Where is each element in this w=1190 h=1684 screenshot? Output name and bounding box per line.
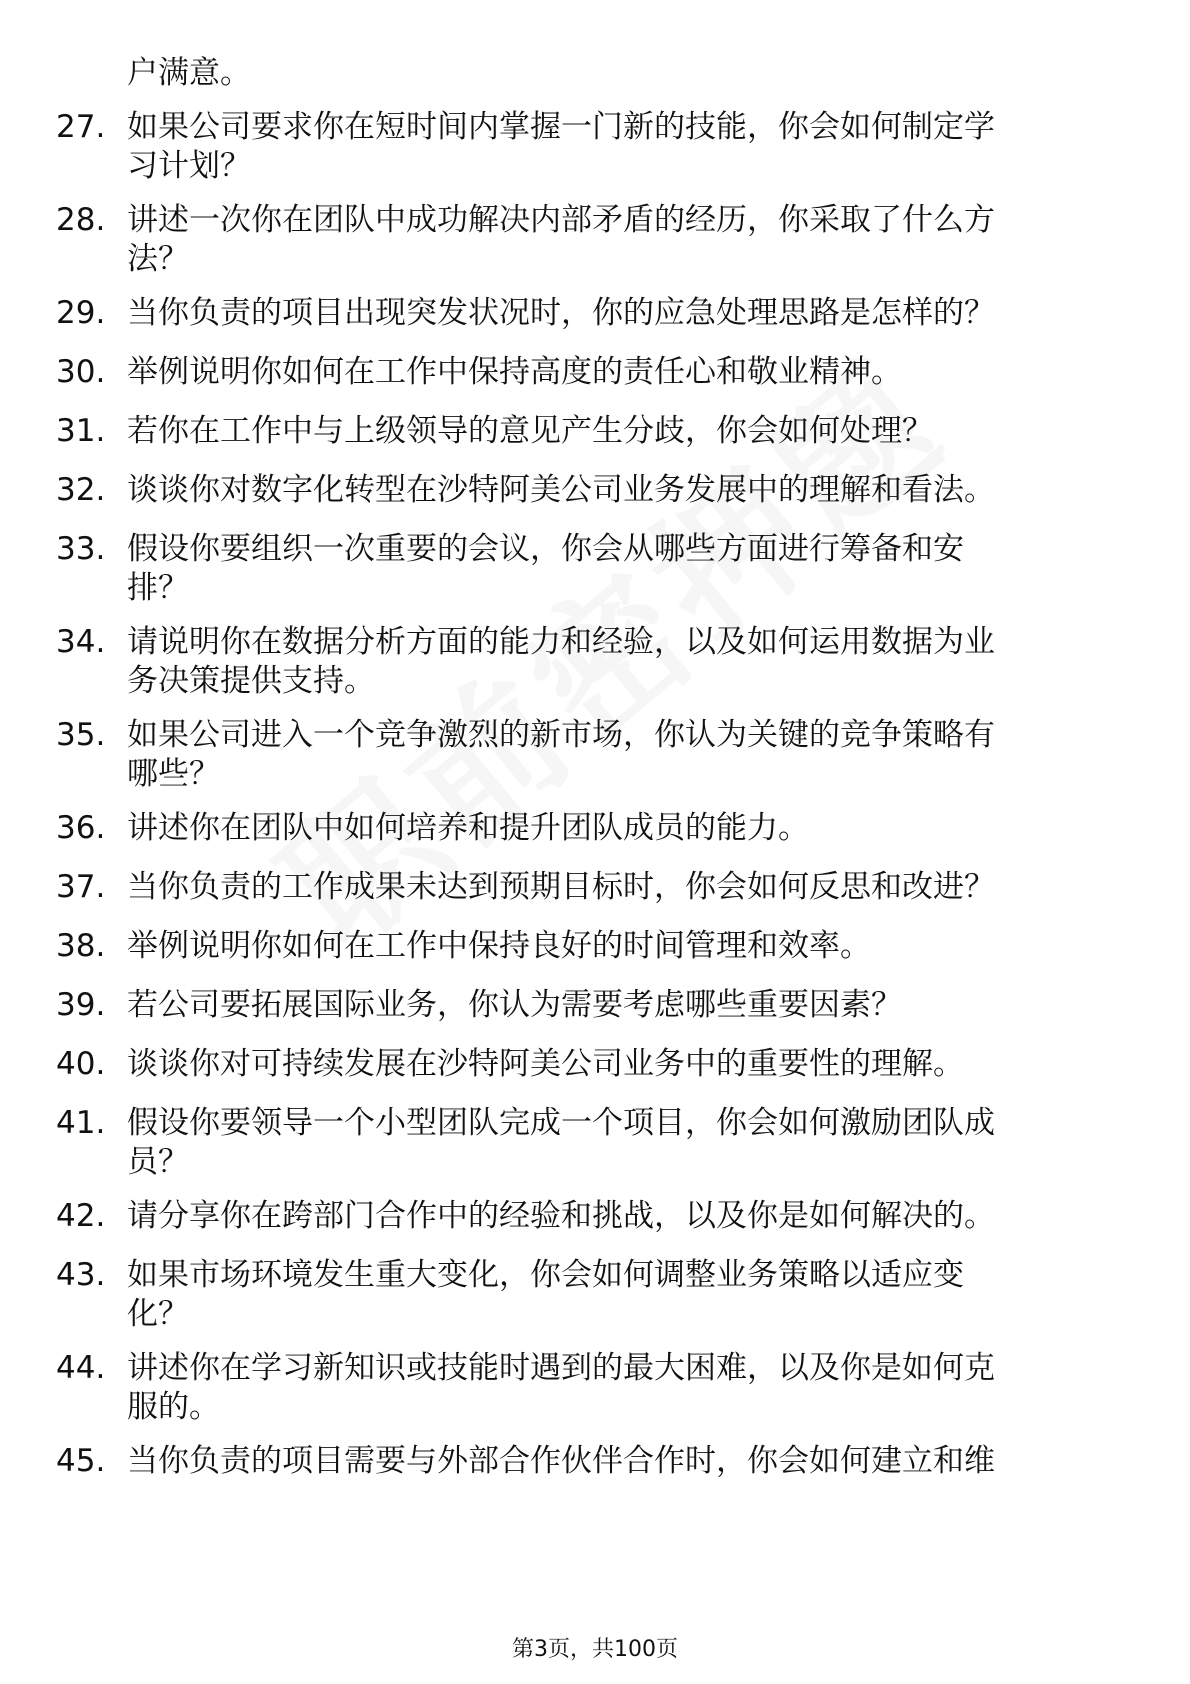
question-number: 40. (56, 1046, 106, 1082)
question-text: 请说明你在数据分析方面的能力和经验，以及如何运用数据为业 务决策提供支持。 (127, 624, 995, 699)
question-number: 33. (56, 531, 106, 567)
question-number: 32. (56, 472, 106, 508)
question-number: 37. (56, 869, 106, 905)
question-text: 谈谈你对可持续发展在沙特阿美公司业务中的重要性的理解。 (127, 1046, 964, 1082)
question-text: 当你负责的项目需要与外部合作伙伴合作时，你会如何建立和维 (127, 1443, 995, 1479)
question-text: 假设你要组织一次重要的会议，你会从哪些方面进行筹备和安 排？ (127, 531, 964, 606)
question-text: 假设你要领导一个小型团队完成一个项目，你会如何激励团队成 员？ (127, 1105, 995, 1180)
question-number: 38. (56, 928, 106, 964)
continuation-text: 户满意。 (127, 55, 251, 91)
question-number: 36. (56, 810, 106, 846)
question-text: 如果公司进入一个竞争激烈的新市场，你认为关键的竞争策略有 哪些？ (127, 717, 995, 792)
question-text: 请分享你在跨部门合作中的经验和挑战，以及你是如何解决的。 (127, 1198, 995, 1234)
question-number: 44. (56, 1350, 106, 1386)
question-text: 举例说明你如何在工作中保持良好的时间管理和效率。 (127, 928, 871, 964)
question-number: 39. (56, 987, 106, 1023)
question-number: 29. (56, 295, 106, 331)
question-text: 如果公司要求你在短时间内掌握一门新的技能，你会如何制定学 习计划？ (127, 109, 995, 184)
question-number: 35. (56, 717, 106, 753)
question-text: 讲述你在学习新知识或技能时遇到的最大困难，以及你是如何克 服的。 (127, 1350, 995, 1425)
question-text: 讲述一次你在团队中成功解决内部矛盾的经历，你采取了什么方 法？ (127, 202, 995, 277)
question-number: 34. (56, 624, 106, 660)
question-text: 讲述你在团队中如何培养和提升团队成员的能力。 (127, 810, 809, 846)
question-number: 42. (56, 1198, 106, 1234)
question-number: 41. (56, 1105, 106, 1141)
question-number: 30. (56, 354, 106, 390)
question-text: 举例说明你如何在工作中保持高度的责任心和敬业精神。 (127, 354, 902, 390)
question-number: 43. (56, 1257, 106, 1293)
question-number: 28. (56, 202, 106, 238)
question-text: 如果市场环境发生重大变化，你会如何调整业务策略以适应变 化？ (127, 1257, 964, 1332)
question-text: 谈谈你对数字化转型在沙特阿美公司业务发展中的理解和看法。 (127, 472, 995, 508)
page-footer: 第3页，共100页 (512, 1637, 678, 1662)
question-text: 若你在工作中与上级领导的意见产生分歧，你会如何处理？ (127, 413, 933, 449)
question-number: 45. (56, 1443, 106, 1479)
question-text: 当你负责的工作成果未达到预期目标时，你会如何反思和改进？ (127, 869, 995, 905)
question-text: 若公司要拓展国际业务，你认为需要考虑哪些重要因素？ (127, 987, 902, 1023)
question-number: 31. (56, 413, 106, 449)
question-number: 27. (56, 109, 106, 145)
question-text: 当你负责的项目出现突发状况时，你的应急处理思路是怎样的？ (127, 295, 995, 331)
